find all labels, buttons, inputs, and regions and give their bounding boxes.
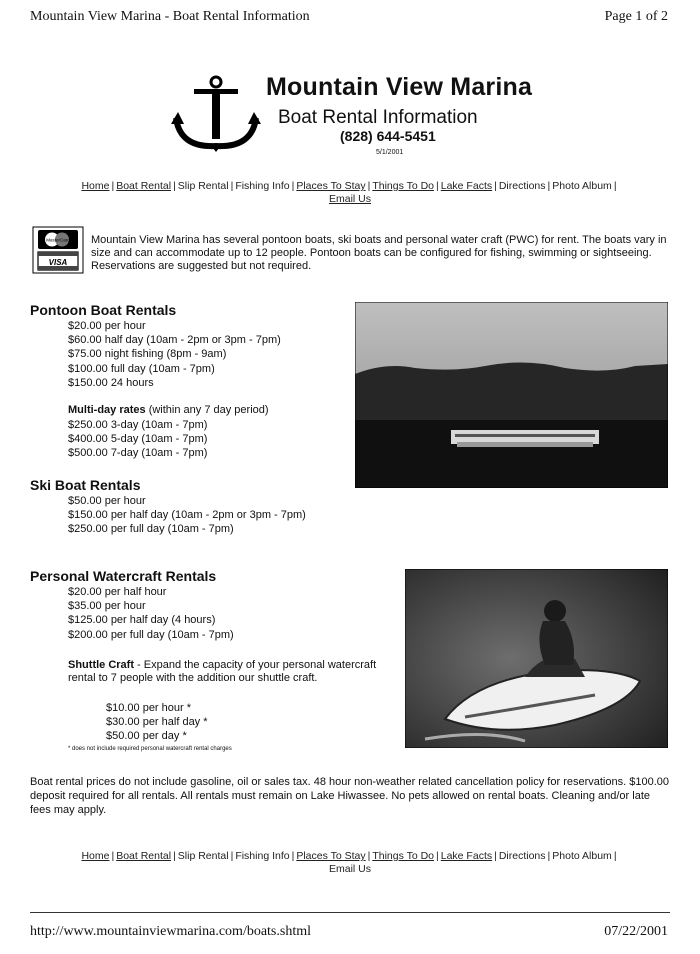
multiday-rates-label: [68, 404, 269, 416]
nav-link-things-to-do[interactable]: Things To Do: [372, 180, 435, 192]
nav-link-directions[interactable]: Directions: [498, 850, 546, 862]
mastercard-label: MasterCard: [46, 237, 70, 243]
mastercard-icon: [38, 230, 78, 249]
ski-price-list: [68, 494, 306, 537]
print-page-number: Page 1 of 2: [604, 9, 668, 24]
price-item: $50.00 per hour: [68, 495, 146, 507]
bottom-navigation: Home | Boat Rental | Slip Rental | Fishing Info | Places To Stay | Things To Do | Lake Facts | Directions | Photo Album | Email Us: [81, 850, 617, 875]
site-title: Mountain View Marina: [266, 73, 533, 101]
intro-paragraph: Mountain View Marina has several pontoon boats, ski boats and personal water craft (PWC) for rent. The boats vary in size and can accommodate up to 12 people. Pontoon boats can be configured for fishing, swimming or sightseeing. Reservations are suggested but not required.: [91, 234, 667, 272]
nav-link-places-to-stay[interactable]: Places To Stay: [296, 180, 366, 192]
price-item: $100.00 full day (10am - 7pm): [68, 362, 215, 375]
nav-link-slip-rental[interactable]: Slip Rental: [177, 180, 229, 192]
nav-link-lake-facts[interactable]: Lake Facts: [440, 180, 493, 192]
nav-link-photo-album[interactable]: Photo Album: [552, 850, 612, 862]
footer-divider: [30, 912, 670, 913]
phone-number: (828) 644-5451: [340, 128, 436, 144]
nav-link-slip-rental[interactable]: Slip Rental: [177, 850, 229, 862]
price-item: $35.00 per hour: [68, 600, 146, 613]
nav-link-fishing-info[interactable]: Fishing Info: [235, 180, 290, 192]
price-item: $50.00 per day *: [106, 730, 187, 743]
shuttle-craft-text: - Expand the capacity of your personal watercraft rental to 7 people with the addition our shuttle craft.: [68, 659, 377, 684]
price-item: $150.00 per half day (10am - 2pm or 3pm - 7pm): [68, 509, 306, 522]
nav-link-boat-rental[interactable]: Boat Rental: [116, 180, 172, 192]
price-item: $250.00 per full day (10am - 7pm): [68, 523, 234, 536]
price-item: $200.00 per full day (10am - 7pm): [68, 628, 234, 641]
price-item: $30.00 per half day *: [106, 716, 208, 729]
price-item: $400.00 5-day (10am - 7pm): [68, 433, 208, 446]
price-item: $500.00 7-day (10am - 7pm): [68, 447, 208, 460]
ski-rentals-heading: Ski Boat Rentals: [30, 477, 141, 493]
pontoon-price-list: [68, 319, 281, 390]
nav-link-things-to-do[interactable]: Things To Do: [372, 850, 435, 862]
pwc-rentals-heading: Personal Watercraft Rentals: [30, 568, 217, 584]
price-item: $60.00 half day (10am - 2pm or 3pm - 7pm): [68, 334, 281, 347]
price-item: $250.00 3-day (10am - 7pm): [68, 419, 208, 431]
price-item: $75.00 night fishing (8pm - 9am): [68, 348, 227, 361]
nav-link-lake-facts[interactable]: Lake Facts: [440, 850, 493, 862]
nav-link-directions[interactable]: Directions: [498, 180, 546, 192]
nav-link-places-to-stay[interactable]: Places To Stay: [296, 850, 366, 862]
pontoon-rentals-heading: Pontoon Boat Rentals: [30, 302, 177, 318]
print-footer-date: 07/22/2001: [604, 924, 668, 939]
price-item: $10.00 per hour *: [106, 702, 192, 714]
visa-icon: [38, 252, 78, 270]
multiday-price-list: [68, 418, 207, 461]
multiday-note: (within any 7 day period): [148, 404, 269, 416]
top-navigation: Home | Boat Rental | Slip Rental | Fishing Info | Places To Stay | Things To Do | Lake Facts | Directions | Photo Album | Email Us: [81, 180, 617, 205]
multiday-label-text: Multi-day rates: [68, 404, 146, 416]
update-date: 5/1/2001: [376, 149, 404, 156]
personal-watercraft-photo: [405, 569, 668, 748]
credit-card-logos: [32, 226, 84, 274]
price-item: $150.00 24 hours: [68, 376, 154, 389]
shuttle-craft-description: [68, 659, 378, 685]
visa-label: VISA: [48, 258, 68, 267]
shuttle-price-list: [106, 701, 208, 744]
anchor-logo-icon: [170, 74, 262, 154]
nav-link-boat-rental[interactable]: Boat Rental: [116, 850, 172, 862]
print-header-title: Mountain View Marina - Boat Rental Information: [30, 9, 310, 24]
shuttle-craft-label: Shuttle Craft: [68, 659, 134, 671]
nav-link-email-us[interactable]: Email Us: [328, 193, 371, 205]
nav-link-fishing-info[interactable]: Fishing Info: [235, 850, 290, 862]
shuttle-footnote: * does not include required personal watercraft rental charges: [68, 746, 232, 752]
nav-link-email-us[interactable]: Email Us: [328, 863, 371, 875]
price-item: $20.00 per half hour: [68, 586, 167, 598]
price-item: $20.00 per hour: [68, 320, 146, 332]
price-item: $125.00 per half day (4 hours): [68, 614, 216, 627]
nav-link-home[interactable]: Home: [81, 850, 110, 862]
pwc-price-list: [68, 585, 234, 642]
pontoon-boat-photo: [355, 302, 668, 488]
nav-link-home[interactable]: Home: [81, 180, 110, 192]
print-footer-url: http://www.mountainviewmarina.com/boats.shtml: [30, 924, 311, 939]
rental-policy-paragraph: Boat rental prices do not include gasoline, oil or sales tax. 48 hour non-weather related cancellation policy for reservations. $100.00 deposit required for all rentals. All rentals must remain on Lake Hiwassee. No pets allowed on rental boats. Cleaning and/or late fees may apply.: [30, 776, 669, 816]
page-subtitle: Boat Rental Information: [278, 107, 478, 128]
nav-link-photo-album[interactable]: Photo Album: [552, 180, 612, 192]
